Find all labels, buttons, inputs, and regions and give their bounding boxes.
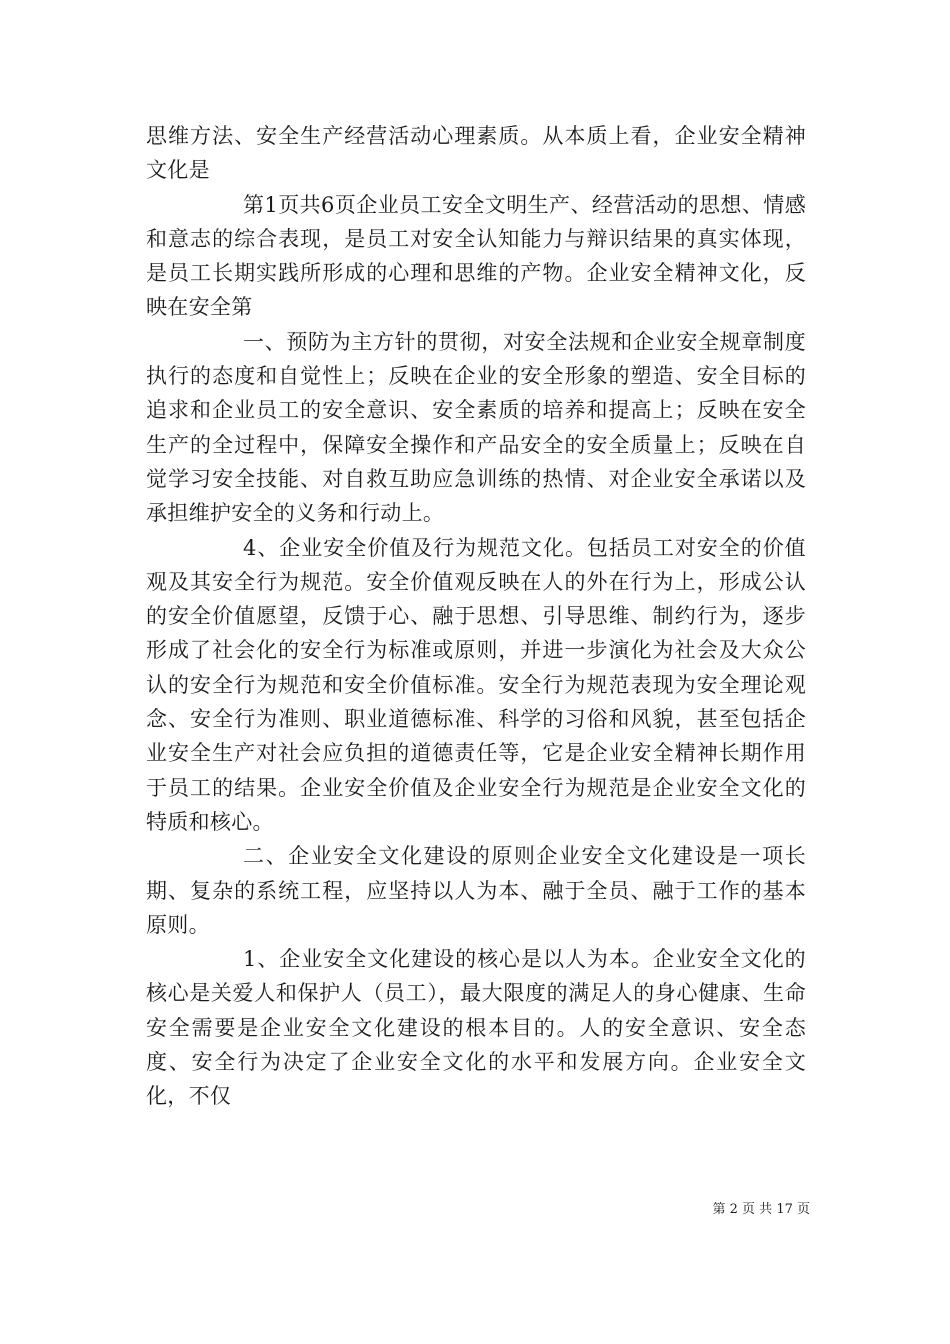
paragraph-4: 4、企业安全价值及行为规范文化。包括员工对安全的价值观及其安全行为规范。安全价值观反映在人的外在行为上，形成公认的安全价值愿望，反馈于心、融于思想、引导思维、制约行为，逐步形成了社会化的安全行为标准或原则，并进一步演化为社会及大众公认的安全行为规范和安全价值标准。安全行为规范表现为安全理论观念、安全行为准则、职业道德标准、科学的习俗和风貌，甚至包括企业安全生产对社会应负担的道德责任等，它是企业安全精神长期作用于员工的结果。企业安全价值及企业安全行为规范是企业安全文化的特质和核心。 (146, 535, 806, 834)
paragraph-2: 第1页共6页企业员工安全文明生产、经营活动的思想、情感和意志的综合表现，是员工对安全认知能力与辩识结果的真实体现，是员工长期实践所形成的心理和思维的产物。企业安全精神文化，反映在安全第 (146, 192, 806, 320)
page-number-label: 第 2 页 共 17 页 (712, 1202, 810, 1217)
page-footer (700, 1202, 810, 1218)
paragraph-6: 1、企业安全文化建设的核心是以人为本。企业安全文化的核心是关爱人和保护人（员工），最大限度的满足人的身心健康、生命安全需要是企业安全文化建设的根本目的。人的安全意识、安全态度、安全行为决定了企业安全文化的水平和发展方向。企业安全文化，不仅 (146, 947, 806, 1109)
paragraph-1: 思维方法、安全生产经营活动心理素质。从本质上看，企业安全精神文化是 (146, 124, 806, 183)
document-body (146, 119, 806, 1114)
paragraph-3: 一、预防为主方针的贯彻，对安全法规和企业安全规章制度执行的态度和自觉性上；反映在企业的安全形象的塑造、安全目标的追求和企业员工的安全意识、安全素质的培养和提高上；反映在安全生产的全过程中，保障安全操作和产品安全的安全质量上；反映在自觉学习安全技能、对自救互助应急训练的热情、对企业安全承诺以及承担维护安全的义务和行动上。 (146, 329, 806, 526)
paragraph-5: 二、企业安全文化建设的原则企业安全文化建设是一项长期、复杂的系统工程，应坚持以人为本、融于全员、融于工作的基本原则。 (146, 844, 806, 937)
